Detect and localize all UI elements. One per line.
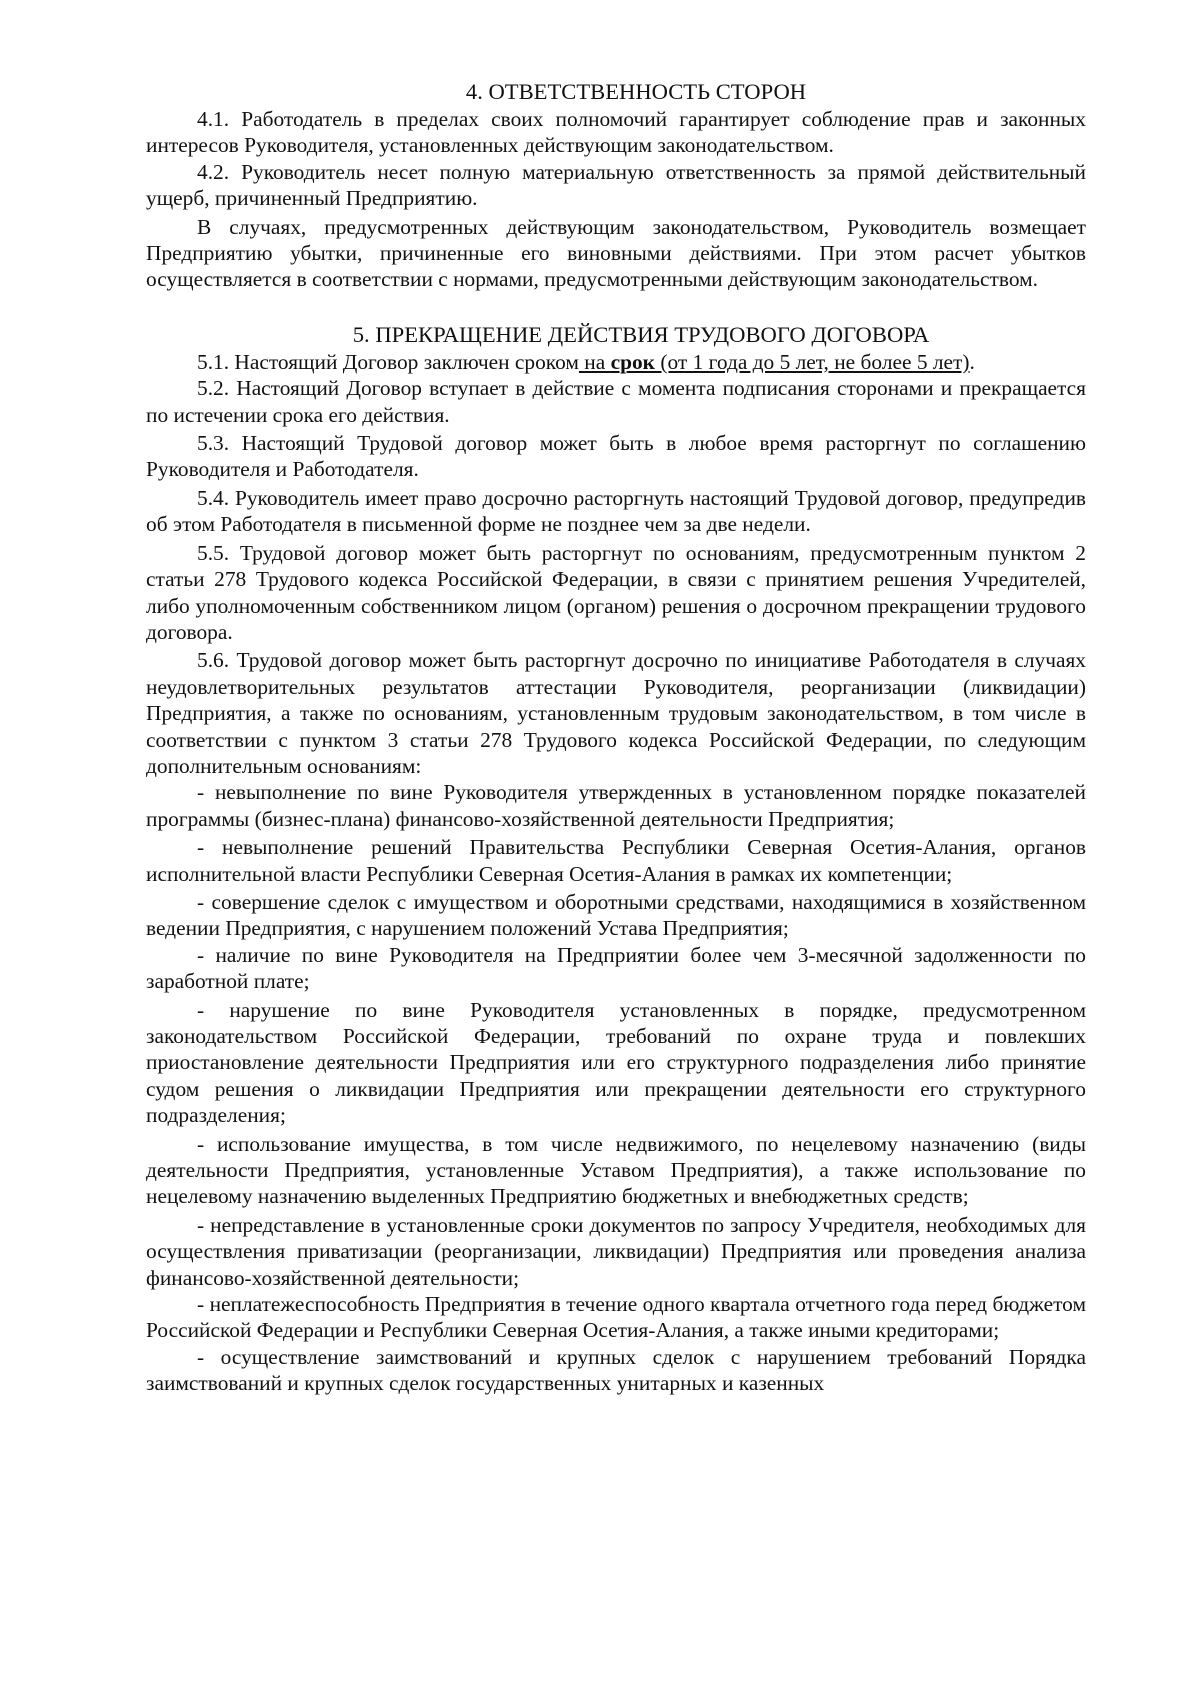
list-item-documents: - непредставление в установленные сроки документов по запросу Учредителя, необходимых для осуществления приватизации (реорганизации, ликвидации) Предприятия или проведения анализа финансово-хозяйственной деятельности; bbox=[146, 1212, 1086, 1290]
clause-5-4: 5.4. Руководитель имеет право досрочно расторгнуть настоящий Трудовой договор, предупредив об этом Работодателя в письменной форме не позднее чем за две недели. bbox=[146, 485, 1086, 537]
clause-4-2: 4.2. Руководитель несет полную материальную ответственность за прямой действительный ущерб, причиненный Предприятию. bbox=[146, 159, 1086, 211]
list-item-labor-safety: - нарушение по вине Руководителя установленных в порядке, предусмотренном законодательством Российской Федерации, требований по охране труда и повлекших приостановление деятельности Предприятия или его структурного подразделения либо принятие судом решения о ликвидации Предприятия или прекращении деятельности его структурного подразделения; bbox=[146, 997, 1086, 1128]
clause-5-5: 5.5. Трудовой договор может быть расторгнут по основаниям, предусмотренным пунктом 2 статьи 278 Трудового кодекса Российской Федерации, в связи с принятием решения Учредителей, либо уполномоченным собственником лицом (органом) решения о досрочном прекращении трудового договора. bbox=[146, 540, 1086, 644]
clause-4-1: 4.1. Работодатель в пределах своих полномочий гарантирует соблюдение прав и законных интересов Руководителя, установленных действующим законодательством. bbox=[146, 107, 1086, 158]
document-page bbox=[146, 78, 1086, 1397]
clause-5-1-underlined-1 bbox=[579, 350, 970, 374]
clause-4-2-losses: В случаях, предусмотренных действующим законодательством, Руководитель возмещает Предприятию убытки, причиненные его виновными действиями. При этом расчет убытков осуществляется в соответствии с нормами, предусмотренными действующим законодательством. bbox=[146, 214, 1086, 292]
list-item-government-decisions: - невыполнение решений Правительства Республики Северная Осетия-Алания, органов исполнительной власти Республики Северная Осетия-Алания в рамках их компетенции; bbox=[146, 835, 1086, 886]
section-4-title: 4. ОТВЕТСТВЕННОСТЬ СТОРОН bbox=[465, 79, 807, 104]
clause-5-1-na: на bbox=[578, 349, 611, 374]
clause-5-1-lead: 5.1. Настоящий Договор заключен сроком bbox=[197, 349, 579, 374]
list-item-salary-debt: - наличие по вине Руководителя на Предприятии более чем 3-месячной задолженности по заработной плате; bbox=[146, 942, 1086, 994]
clause-5-2: 5.2. Настоящий Договор вступает в действие с момента подписания сторонами и прекращается по истечении срока его действия. bbox=[146, 376, 1086, 427]
clause-5-6: 5.6. Трудовой договор может быть расторгнут досрочно по инициативе Работодателя в случаях неудовлетворительных результатов аттестации Руководителя, реорганизации (ликвидации) Предприятия, а также по основаниям, установленным трудовым законодательством, в том числе в соответствии с пунктом 3 статьи 278 Трудового кодекса Российской Федерации, по следующим дополнительным основаниям: bbox=[146, 648, 1086, 778]
clause-5-1 bbox=[146, 349, 1086, 375]
list-item-business-plan: - невыполнение по вине Руководителя утвержденных в установленном порядке показателей программы (бизнес-плана) финансово-хозяйственной деятельности Предприятия; bbox=[146, 780, 1086, 831]
list-item-borrowings: - осуществление заимствований и крупных сделок с нарушением требований Порядка заимствований и крупных сделок государственных унитарных и казенных bbox=[146, 1344, 1086, 1396]
clause-5-1-range: (от 1 года до 5 лет, не более 5 лет) bbox=[655, 349, 970, 374]
clause-5-1-term-bold: срок bbox=[610, 349, 655, 374]
clause-5-3: 5.3. Настоящий Трудовой договор может быть в любое время расторгнут по соглашению Руководителя и Работодателя. bbox=[146, 431, 1086, 482]
list-item-insolvency: - неплатежеспособность Предприятия в течение одного квартала отчетного года перед бюджетом Российской Федерации и Республики Северная Осетия-Алания, а также иными кредиторами; bbox=[146, 1292, 1086, 1343]
list-item-property-misuse: - использование имущества, в том числе недвижимого, по нецелевому назначению (виды деятельности Предприятия, установленные Уставом Предприятия), а также использование по нецелевому назначению выделенных Предприятию бюджетных и внебюджетных средств; bbox=[146, 1131, 1086, 1209]
list-item-property-deals: - совершение сделок с имуществом и оборотными средствами, находящимися в хозяйственном ведении Предприятия, с нарушением положений Устава Предприятия; bbox=[146, 889, 1086, 941]
clause-5-1-tail: . bbox=[969, 349, 975, 374]
section-5-title: 5. ПРЕКРАЩЕНИЕ ДЕЙСТВИЯ ТРУДОВОГО ДОГОВОРА bbox=[352, 321, 930, 347]
